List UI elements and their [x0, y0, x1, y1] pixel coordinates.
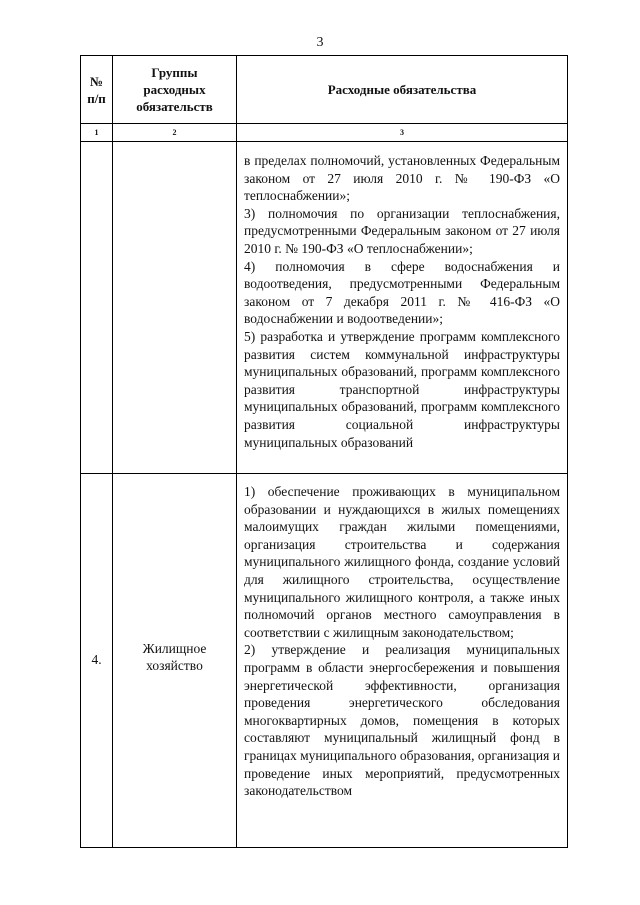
column-index: 1: [94, 128, 99, 137]
paragraph: 4) полномочия в сфере водоснабжения и водоотведения, предусмотренными Федеральным законом от 7 декабря 2011 г. № 416-ФЗ «О водоснабжении и водоотведении»;: [244, 258, 560, 327]
row-2-number: 4.: [91, 652, 102, 667]
row-2-obligations: [244, 483, 560, 800]
row-divider: [81, 141, 567, 142]
column-index: 2: [172, 128, 177, 137]
row-divider: [81, 123, 567, 124]
paragraph: 1) обеспечение проживающих в муниципальном образовании и нуждающихся в жилых помещениях малоимущих граждан жилыми помещениями, организация строительства и содержания муниципального жилищного фонда, создание условий для жилищного строительства, осуществление муниципального жилищного контроля, а также иных полномочий органов местного самоуправления в соответствии с жилищным законодательством;: [244, 484, 560, 640]
row-divider: [81, 473, 567, 474]
column-divider: [112, 56, 113, 847]
page-number: 3: [316, 35, 324, 50]
paragraph: 5) разработка и утверждение программ комплексного развития систем коммунальной инфраструктуры муниципальных образований, программ комплексного развития транспортной инфраструктуры муниципальных образований, программ комплексного развития социальной инфраструктуры муниципальных образований: [244, 328, 560, 450]
paragraph: 3) полномочия по организации теплоснабжения, предусмотренными Федеральным законом от 27 июля 2010 г. № 190-ФЗ «О теплоснабжении»;: [244, 205, 560, 256]
row-1-obligations: [244, 152, 560, 451]
obligations-table: [80, 55, 568, 848]
header-obligations: Расходные обязательства: [327, 82, 477, 97]
header-number: № п/п: [87, 73, 106, 106]
header-group: Группы расходных обязательств: [136, 65, 213, 114]
column-index: 3: [400, 128, 404, 137]
paragraph: в пределах полномочий, установленных Федеральным законом от 27 июля 2010 г. № 190-ФЗ «О теплоснабжении»;: [244, 153, 560, 204]
row-2-group: Жилищное хозяйство: [142, 641, 207, 673]
column-divider: [236, 56, 237, 847]
paragraph: 2) утверждение и реализация муниципальных программ в области энергосбережения и повышения энергетической эффективности, организация проведения энергетического обследования многоквартирных домов, помещения в которых составляют муниципальный жилищный фонд в границах муниципального образования, организация и проведение иных мероприятий, предусмотренных законодательством: [244, 642, 560, 799]
